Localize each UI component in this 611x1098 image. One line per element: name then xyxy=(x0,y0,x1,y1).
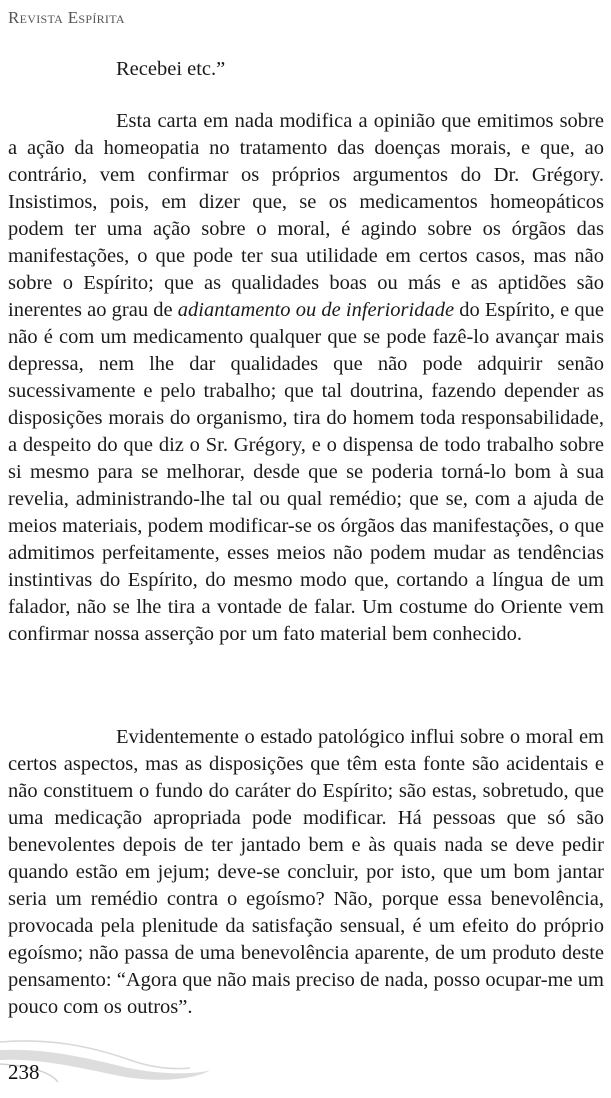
paragraph-closing-line xyxy=(8,56,604,83)
commentary-italic-phrase: adiantamento ou de inferioridade xyxy=(177,299,455,321)
letter-commentary-text xyxy=(8,108,604,648)
paragraph-pathological-state xyxy=(8,724,604,1021)
commentary-text-part-2: do Espírito, e que não é com um medicamento qualquer que se pode fazê-lo avançar mais depressa, nem lhe dar qualidades que não pode adquirir senão sucessivamente e pelo trabalho; que tal doutrina, fazendo depender as disposições morais do organismo, tira do homem toda responsabilidade, a despeito do que diz o Sr. Grégory, e o dispensa de todo trabalho sobre si mesmo para se melhorar, desde que se poderia torná-lo bom à sua revelia, administrando-lhe tal ou qual remédio; que se, com a ajuda de meios materiais, podem modificar-se os órgãos das manifestações, o que admitimos perfeitamente, esses meios não podem mudar as tendências instintivas do Espírito, do mesmo modo que, cortando a língua de um falador, não se lhe tira a vontade de falar. Um costume do Oriente vem confirmar nossa asserção por um fato material bem conhecido. xyxy=(8,299,604,645)
paragraph-letter-commentary xyxy=(8,108,604,648)
commentary-text-part-1: Esta carta em nada modifica a opinião que emitimos sobre a ação da homeopatia no tratamento das doenças morais, e que, ao contrário, vem confirmar os próprios argumentos do Dr. Grégory. Insistimos, pois, em dizer que, se os medicamentos homeopáticos podem ter uma ação sobre o moral, é agindo sobre os órgãos das manifestações, o que pode ter sua utilidade em certos casos, mas não sobre o Espírito; que as qualidades boas ou más e as aptidões são inerentes ao grau de xyxy=(8,110,604,321)
closing-line-text: Recebei etc.” xyxy=(116,58,226,80)
running-head-title: Revista Espírita xyxy=(8,8,125,27)
pathological-state-text: Evidentemente o estado patológico influi sobre o moral em certos aspectos, mas as disposições que têm esta fonte são acidentais e não constituem o fundo do caráter do Espírito; são estas, sobretudo, que uma medicação apropriada pode modificar. Há pessoas que só são benevolentes depois de ter jantado bem e às quais nada se deve pedir quando estão em jejum; deve-se concluir, por isto, que um bom jantar seria um remédio contra o egoísmo? Não, porque essa benevolência, provocada pela plenitude da satisfação sensual, é um efeito do próprio egoísmo; não passa de uma benevolência aparente, de um produto deste pensamento: “Agora que não mais preciso de nada, posso ocupar-me um pouco com os outros”. xyxy=(8,726,604,1018)
page-number: 238 xyxy=(8,1060,40,1084)
